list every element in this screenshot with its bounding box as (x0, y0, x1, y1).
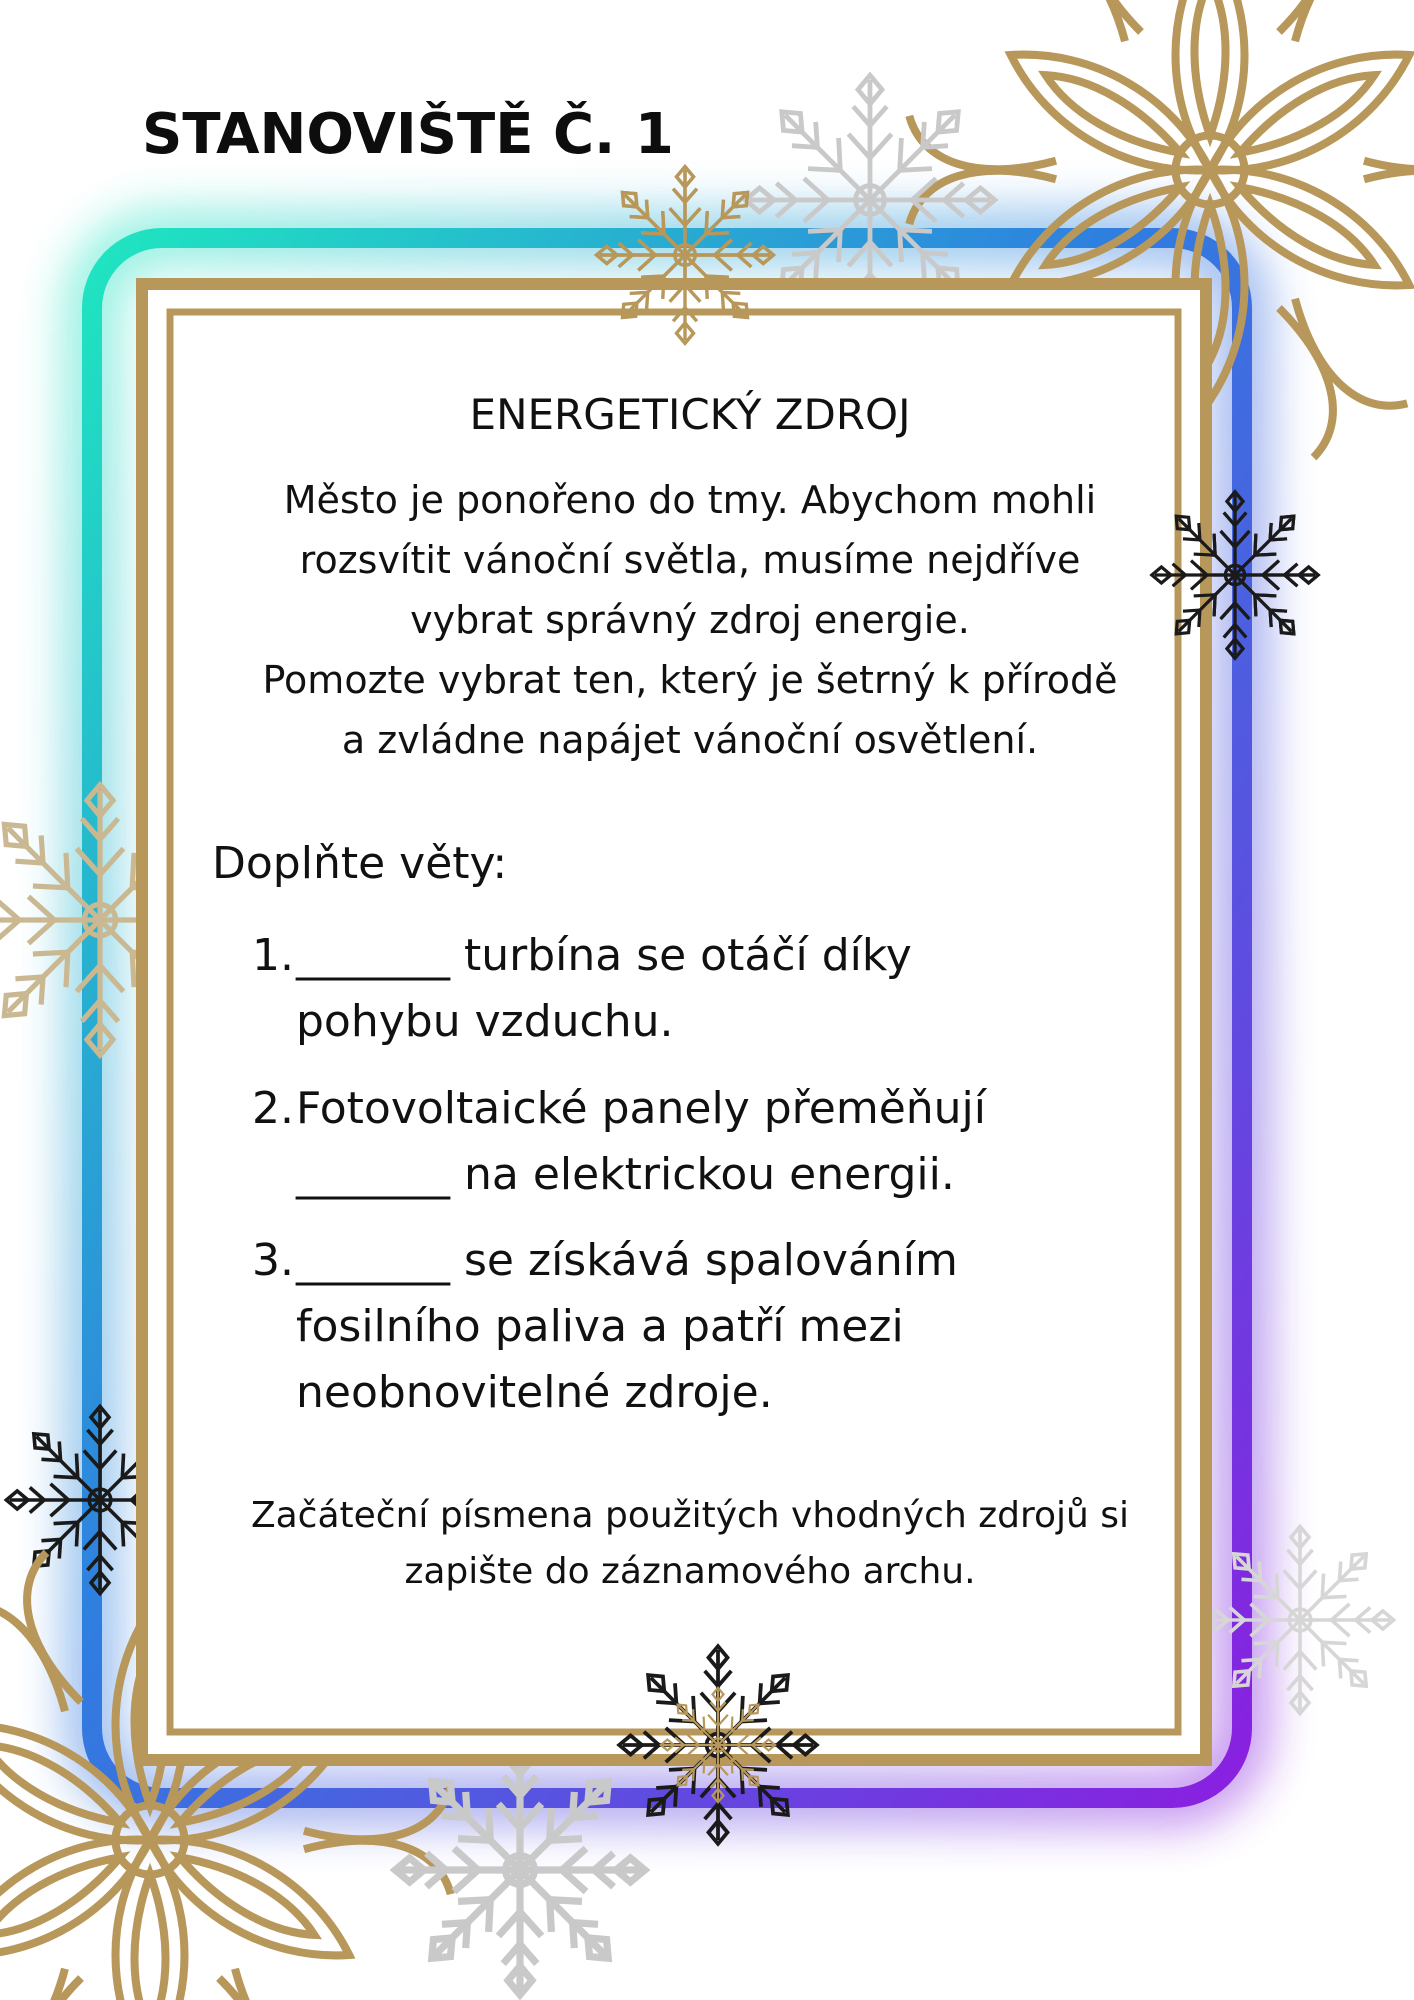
snowflake-icon (1206, 1526, 1393, 1713)
task-card (180, 318, 1200, 1728)
snowflake-icon (395, 1745, 645, 1995)
item-line: pohybu vzduchu. (296, 996, 674, 1047)
footer-note (180, 1488, 1200, 1600)
card-title: ENERGETICKÝ ZDROJ (469, 390, 911, 439)
intro-text (180, 470, 1200, 770)
item-line: _______ se získává spalováním (296, 1235, 958, 1286)
list-item (252, 923, 912, 1055)
item-line: _______ turbína se otáčí díky (296, 930, 912, 981)
intro-line: Pomozte vybrat ten, který je šetrný k přírodě (262, 658, 1118, 702)
intro-line: rozsvítit vánoční světla, musíme nejdříve (299, 538, 1081, 582)
item-line: Fotovoltaické panely přeměňují (296, 1083, 986, 1134)
station-title: STANOVIŠTĚ Č. 1 (142, 102, 674, 167)
footer-line: Začáteční písmena použitých vhodných zdrojů si (250, 1495, 1130, 1536)
item-line: neobnovitelné zdroje. (296, 1367, 773, 1418)
list-item (252, 1228, 958, 1426)
snowflake-icon (597, 167, 774, 344)
intro-line: Město je ponořeno do tmy. Abychom mohli (283, 478, 1097, 522)
intro-line: a zvládne napájet vánoční osvětlení. (341, 718, 1039, 762)
item-line: fosilního paliva a patří mezi (296, 1301, 904, 1352)
item-number: 1. (252, 930, 294, 981)
intro-line: vybrat správný zdroj energie. (410, 598, 970, 642)
item-line: _______ na elektrickou energii. (296, 1149, 955, 1200)
list-item (252, 1076, 986, 1208)
item-number: 3. (252, 1235, 294, 1286)
task-label: Doplňte věty: (212, 838, 508, 889)
item-number: 2. (252, 1083, 294, 1134)
footer-line: zapište do záznamového archu. (404, 1551, 976, 1592)
